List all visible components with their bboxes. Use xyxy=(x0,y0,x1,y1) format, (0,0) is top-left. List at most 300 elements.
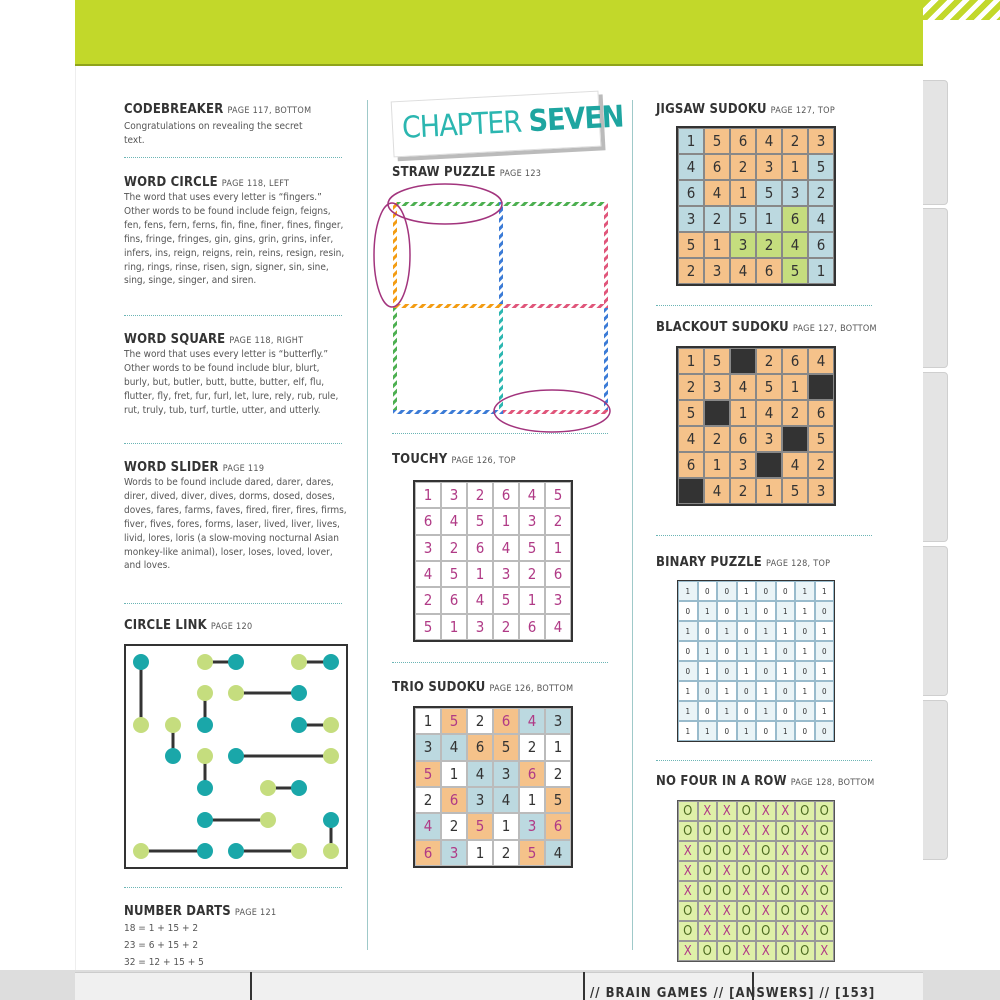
word-square-text: The word that uses every letter is “butterfly.” Other words to be found include blur, blurt, burly, but, butler, butt, butte, butter, elf, flu, flutter, fly, fret, fur, furl, let, lure, rely, rub, rule, rut, truly, tub, turf, turtle, utter, and utterly. xyxy=(124,349,339,416)
trio-cell: 1 xyxy=(545,734,571,760)
top-color-band xyxy=(75,0,923,66)
word-circle-text: The word that uses every letter is “fingers.” Other words to be found include feign, feigns, fen, fens, fern, ferns, fin, fine, finer, fines, finger, fins, fringe, fringes, gin, gins, grin, grins, infer, infers, ins, reign, reigns, rein, reins, resign, resin, ring, rings, rinse, risen, sign, signer, sin, sine, sing, singe, singer, and siren. xyxy=(124,192,345,287)
binary-cell: 0 xyxy=(776,581,796,601)
no-four-cell: X xyxy=(678,861,698,881)
binary-cell: 0 xyxy=(717,721,737,741)
no-four-cell: O xyxy=(698,861,718,881)
no-four-cell: X xyxy=(737,941,757,961)
touchy-cell: 1 xyxy=(519,587,545,613)
blackout-cell: 1 xyxy=(756,478,782,504)
trio-sudoku-title: TRIO SUDOKU PAGE 126, BOTTOM xyxy=(392,680,574,695)
blackout-cell: 5 xyxy=(808,426,834,452)
no-four-cell: X xyxy=(756,821,776,841)
column-divider xyxy=(632,100,633,950)
touchy-cell: 3 xyxy=(441,482,467,508)
jigsaw-cell: 5 xyxy=(704,128,730,154)
no-four-cell: O xyxy=(678,821,698,841)
word-square-title: WORD SQUARE PAGE 118, RIGHT xyxy=(124,332,304,347)
trio-cell: 2 xyxy=(441,813,467,839)
no-four-cell: O xyxy=(698,941,718,961)
no-four-cell: X xyxy=(776,921,796,941)
no-four-cell: O xyxy=(776,901,796,921)
binary-cell: 0 xyxy=(815,641,835,661)
jigsaw-cell: 4 xyxy=(756,128,782,154)
binary-cell: 0 xyxy=(795,621,815,641)
touchy-cell: 2 xyxy=(493,614,519,640)
touchy-cell: 6 xyxy=(545,561,571,587)
no-four-cell: O xyxy=(737,861,757,881)
touchy-cell: 3 xyxy=(545,587,571,613)
touchy-cell: 3 xyxy=(467,614,493,640)
no-four-cell: X xyxy=(678,881,698,901)
jigsaw-sudoku-grid xyxy=(676,126,836,286)
binary-cell: 1 xyxy=(717,681,737,701)
trio-cell: 2 xyxy=(519,734,545,760)
trio-cell: 2 xyxy=(545,761,571,787)
no-four-cell: X xyxy=(717,801,737,821)
trio-cell: 2 xyxy=(415,787,441,813)
jigsaw-cell: 3 xyxy=(678,206,704,232)
blackout-cell: 4 xyxy=(730,374,756,400)
binary-cell: 0 xyxy=(815,601,835,621)
touchy-cell: 6 xyxy=(415,508,441,534)
trio-cell: 1 xyxy=(493,813,519,839)
no-four-cell: O xyxy=(815,821,835,841)
trio-cell: 4 xyxy=(519,708,545,734)
no-four-cell: O xyxy=(698,841,718,861)
blackout-cell: 4 xyxy=(808,348,834,374)
trio-cell: 6 xyxy=(545,813,571,839)
jigsaw-cell: 5 xyxy=(782,258,808,284)
binary-cell: 1 xyxy=(737,721,757,741)
no-four-cell: O xyxy=(815,841,835,861)
no-four-cell: O xyxy=(717,881,737,901)
jigsaw-cell: 4 xyxy=(730,258,756,284)
blackout-cell: 2 xyxy=(678,374,704,400)
no-four-cell: O xyxy=(795,861,815,881)
trio-cell: 4 xyxy=(467,761,493,787)
blackout-cell: 1 xyxy=(730,400,756,426)
trio-cell: 5 xyxy=(441,708,467,734)
no-four-cell: X xyxy=(737,841,757,861)
touchy-cell: 5 xyxy=(545,482,571,508)
touchy-cell: 5 xyxy=(467,508,493,534)
jigsaw-cell: 1 xyxy=(808,258,834,284)
jigsaw-cell: 3 xyxy=(704,258,730,284)
touchy-cell: 4 xyxy=(519,482,545,508)
touchy-cell: 2 xyxy=(467,482,493,508)
no-four-cell: X xyxy=(737,881,757,901)
touchy-cell: 4 xyxy=(441,508,467,534)
binary-cell: 0 xyxy=(717,661,737,681)
no-four-cell: X xyxy=(776,841,796,861)
jigsaw-cell: 5 xyxy=(678,232,704,258)
number-darts-title: NUMBER DARTS PAGE 121 xyxy=(124,904,277,919)
binary-cell: 1 xyxy=(698,721,718,741)
straw-puzzle-title: STRAW PUZZLE PAGE 123 xyxy=(392,165,542,180)
binary-cell: 1 xyxy=(815,581,835,601)
binary-cell: 0 xyxy=(717,581,737,601)
blackout-cell: 2 xyxy=(704,426,730,452)
no-four-cell: O xyxy=(756,861,776,881)
touchy-grid xyxy=(413,480,573,642)
binary-cell: 1 xyxy=(678,621,698,641)
no-four-cell: X xyxy=(698,801,718,821)
no-four-cell: X xyxy=(795,821,815,841)
no-four-cell: X xyxy=(815,901,835,921)
trio-cell: 6 xyxy=(441,787,467,813)
no-four-cell: O xyxy=(678,921,698,941)
binary-cell: 1 xyxy=(776,721,796,741)
touchy-cell: 1 xyxy=(493,508,519,534)
trio-cell: 4 xyxy=(441,734,467,760)
touchy-cell: 1 xyxy=(415,482,441,508)
codebreaker-title: CODEBREAKER PAGE 117, BOTTOM xyxy=(124,102,312,117)
jigsaw-cell: 4 xyxy=(678,154,704,180)
binary-cell: 1 xyxy=(795,641,815,661)
jigsaw-cell: 6 xyxy=(704,154,730,180)
jigsaw-cell: 4 xyxy=(808,206,834,232)
jigsaw-cell: 3 xyxy=(756,154,782,180)
binary-cell: 1 xyxy=(678,581,698,601)
binary-cell: 0 xyxy=(815,681,835,701)
blackout-cell: 5 xyxy=(704,348,730,374)
jigsaw-cell: 2 xyxy=(730,154,756,180)
binary-cell: 0 xyxy=(698,581,718,601)
no-four-cell: O xyxy=(717,941,737,961)
binary-cell: 1 xyxy=(776,601,796,621)
touchy-cell: 6 xyxy=(441,587,467,613)
no-four-cell: X xyxy=(815,861,835,881)
binary-cell: 0 xyxy=(717,601,737,621)
binary-cell: 1 xyxy=(698,601,718,621)
trio-cell: 3 xyxy=(519,813,545,839)
blackout-cell: 2 xyxy=(756,348,782,374)
binary-cell: 1 xyxy=(678,681,698,701)
jigsaw-cell: 1 xyxy=(678,128,704,154)
trio-cell: 5 xyxy=(519,840,545,866)
blackout-cell xyxy=(678,478,704,504)
jigsaw-cell: 3 xyxy=(782,180,808,206)
jigsaw-cell: 6 xyxy=(756,258,782,284)
binary-cell: 0 xyxy=(756,661,776,681)
no-four-cell: O xyxy=(717,841,737,861)
binary-cell: 1 xyxy=(776,661,796,681)
no-four-title: NO FOUR IN A ROW PAGE 128, BOTTOM xyxy=(656,774,875,789)
binary-cell: 1 xyxy=(737,601,757,621)
blackout-cell: 1 xyxy=(704,452,730,478)
blackout-cell: 6 xyxy=(782,348,808,374)
touchy-cell: 1 xyxy=(441,614,467,640)
trio-cell: 3 xyxy=(415,734,441,760)
no-four-cell: O xyxy=(815,881,835,901)
jigsaw-cell: 6 xyxy=(730,128,756,154)
jigsaw-cell: 2 xyxy=(756,232,782,258)
jigsaw-cell: 6 xyxy=(678,180,704,206)
circle-link-title: CIRCLE LINK PAGE 120 xyxy=(124,618,253,633)
blackout-cell: 3 xyxy=(704,374,730,400)
binary-puzzle-title: BINARY PUZZLE PAGE 128, TOP xyxy=(656,555,831,570)
jigsaw-cell: 1 xyxy=(756,206,782,232)
no-four-cell: X xyxy=(737,821,757,841)
blackout-cell xyxy=(704,400,730,426)
number-darts-lines: 18 = 1 + 15 + 2 23 = 6 + 15 + 2 32 = 12 + 15 + 5 xyxy=(124,923,204,968)
no-four-cell: X xyxy=(795,921,815,941)
jigsaw-cell: 3 xyxy=(730,232,756,258)
no-four-cell: X xyxy=(698,921,718,941)
no-four-cell: O xyxy=(776,941,796,961)
blackout-cell xyxy=(756,452,782,478)
no-four-cell: O xyxy=(737,901,757,921)
no-four-cell: X xyxy=(717,921,737,941)
trio-cell: 2 xyxy=(493,840,519,866)
jigsaw-cell: 6 xyxy=(782,206,808,232)
trio-cell: 4 xyxy=(545,840,571,866)
binary-cell: 1 xyxy=(737,641,757,661)
binary-cell: 0 xyxy=(737,621,757,641)
no-four-cell: X xyxy=(678,841,698,861)
binary-cell: 1 xyxy=(698,661,718,681)
trio-cell: 6 xyxy=(519,761,545,787)
no-four-cell: X xyxy=(756,881,776,901)
trio-sudoku-grid xyxy=(413,706,573,868)
binary-cell: 0 xyxy=(678,641,698,661)
trio-cell: 3 xyxy=(467,787,493,813)
binary-cell: 1 xyxy=(756,701,776,721)
binary-cell: 1 xyxy=(756,621,776,641)
trio-cell: 1 xyxy=(467,840,493,866)
touchy-cell: 4 xyxy=(493,535,519,561)
touchy-cell: 3 xyxy=(519,508,545,534)
no-four-cell: O xyxy=(756,921,776,941)
blackout-cell xyxy=(782,426,808,452)
jigsaw-cell: 4 xyxy=(704,180,730,206)
blackout-cell: 1 xyxy=(782,374,808,400)
blackout-cell: 2 xyxy=(808,452,834,478)
no-four-cell: O xyxy=(815,921,835,941)
trio-cell: 1 xyxy=(519,787,545,813)
no-four-cell: O xyxy=(678,901,698,921)
no-four-cell: O xyxy=(795,801,815,821)
blackout-sudoku-grid xyxy=(676,346,836,506)
no-four-cell: O xyxy=(698,881,718,901)
no-four-cell: O xyxy=(795,941,815,961)
word-slider-title: WORD SLIDER PAGE 119 xyxy=(124,460,265,475)
binary-cell: 0 xyxy=(815,721,835,741)
blackout-cell: 2 xyxy=(730,478,756,504)
blackout-sudoku-title: BLACKOUT SUDOKU PAGE 127, BOTTOM xyxy=(656,320,877,335)
no-four-cell: O xyxy=(737,801,757,821)
binary-cell: 0 xyxy=(698,621,718,641)
circle-link-board xyxy=(124,644,348,869)
touchy-cell: 2 xyxy=(415,587,441,613)
touchy-cell: 5 xyxy=(493,587,519,613)
touchy-cell: 6 xyxy=(493,482,519,508)
no-four-cell: O xyxy=(717,821,737,841)
touchy-cell: 4 xyxy=(467,587,493,613)
blackout-cell xyxy=(808,374,834,400)
blackout-cell: 5 xyxy=(678,400,704,426)
jigsaw-cell: 1 xyxy=(782,154,808,180)
binary-cell: 1 xyxy=(756,681,776,701)
no-four-cell: X xyxy=(795,881,815,901)
no-four-cell: X xyxy=(756,901,776,921)
binary-cell: 0 xyxy=(737,681,757,701)
binary-cell: 0 xyxy=(795,721,815,741)
binary-cell: 0 xyxy=(795,661,815,681)
no-four-cell: O xyxy=(737,921,757,941)
no-four-cell: X xyxy=(717,861,737,881)
trio-cell: 5 xyxy=(545,787,571,813)
no-four-cell: O xyxy=(678,801,698,821)
jigsaw-cell: 5 xyxy=(756,180,782,206)
jigsaw-cell: 1 xyxy=(730,180,756,206)
binary-cell: 1 xyxy=(678,701,698,721)
binary-cell: 1 xyxy=(717,621,737,641)
binary-cell: 1 xyxy=(717,701,737,721)
jigsaw-cell: 2 xyxy=(782,128,808,154)
jigsaw-sudoku-title: JIGSAW SUDOKU PAGE 127, TOP xyxy=(656,102,836,117)
binary-cell: 1 xyxy=(737,661,757,681)
trio-cell: 3 xyxy=(441,840,467,866)
blackout-cell: 5 xyxy=(782,478,808,504)
trio-cell: 4 xyxy=(415,813,441,839)
no-four-cell: X xyxy=(756,801,776,821)
binary-cell: 1 xyxy=(737,581,757,601)
blackout-cell: 1 xyxy=(678,348,704,374)
binary-cell: 1 xyxy=(776,621,796,641)
binary-cell: 0 xyxy=(698,681,718,701)
binary-cell: 1 xyxy=(795,601,815,621)
blackout-cell: 3 xyxy=(808,478,834,504)
binary-cell: 0 xyxy=(776,701,796,721)
binary-cell: 1 xyxy=(815,661,835,681)
blackout-cell: 3 xyxy=(756,426,782,452)
trio-cell: 5 xyxy=(415,761,441,787)
touchy-title: TOUCHY PAGE 126, TOP xyxy=(392,452,516,467)
touchy-cell: 6 xyxy=(519,614,545,640)
binary-cell: 0 xyxy=(756,721,776,741)
blackout-cell: 2 xyxy=(782,400,808,426)
jigsaw-cell: 1 xyxy=(704,232,730,258)
binary-cell: 1 xyxy=(795,581,815,601)
no-four-cell: O xyxy=(776,821,796,841)
touchy-cell: 2 xyxy=(519,561,545,587)
touchy-cell: 3 xyxy=(493,561,519,587)
touchy-cell: 5 xyxy=(415,614,441,640)
touchy-cell: 2 xyxy=(545,508,571,534)
trio-cell: 3 xyxy=(545,708,571,734)
no-four-cell: X xyxy=(815,941,835,961)
blackout-cell: 4 xyxy=(756,400,782,426)
no-four-cell: X xyxy=(698,901,718,921)
blackout-cell: 4 xyxy=(704,478,730,504)
no-four-cell: X xyxy=(795,841,815,861)
touchy-cell: 1 xyxy=(467,561,493,587)
trio-cell: 3 xyxy=(493,761,519,787)
touchy-cell: 4 xyxy=(545,614,571,640)
no-four-cell: O xyxy=(815,801,835,821)
binary-cell: 1 xyxy=(698,641,718,661)
touchy-cell: 2 xyxy=(441,535,467,561)
no-four-cell: X xyxy=(717,901,737,921)
jigsaw-cell: 5 xyxy=(808,154,834,180)
running-footer: // BRAIN GAMES // [ANSWERS] // [153] xyxy=(590,986,876,1000)
jigsaw-cell: 6 xyxy=(808,232,834,258)
blackout-cell: 4 xyxy=(782,452,808,478)
touchy-cell: 5 xyxy=(441,561,467,587)
blackout-cell: 6 xyxy=(730,426,756,452)
trio-cell: 5 xyxy=(493,734,519,760)
binary-cell: 0 xyxy=(756,581,776,601)
trio-cell: 1 xyxy=(441,761,467,787)
binary-cell: 0 xyxy=(717,641,737,661)
word-circle-title: WORD CIRCLE PAGE 118, LEFT xyxy=(124,175,290,190)
trio-cell: 4 xyxy=(493,787,519,813)
trio-cell: 2 xyxy=(467,708,493,734)
jigsaw-cell: 2 xyxy=(678,258,704,284)
no-four-cell: O xyxy=(756,841,776,861)
no-four-cell: X xyxy=(678,941,698,961)
blackout-cell: 6 xyxy=(678,452,704,478)
jigsaw-cell: 2 xyxy=(704,206,730,232)
codebreaker-text: Congratulations on revealing the secret text. xyxy=(124,121,303,146)
top-stripe xyxy=(923,0,1000,20)
no-four-grid xyxy=(677,800,835,962)
trio-cell: 6 xyxy=(493,708,519,734)
blackout-cell: 4 xyxy=(678,426,704,452)
word-slider-text: Words to be found include dared, darer, dares, direr, dived, diver, dives, dorms, dosed, doses, doves, fares, farms, faves, fired, firer, fires, firms, fiver, fives, fores, forms, laser, lived, liver, lives, livid, lores, loris (a slow-moving nocturnal Asian monkey-like animal), loser, loses, loved, lover, and loves. xyxy=(124,477,347,572)
chapter-heading: CHAPTER SEVEN xyxy=(391,91,602,158)
straw-puzzle-board xyxy=(368,180,618,438)
binary-cell: 1 xyxy=(815,701,835,721)
binary-cell: 0 xyxy=(756,601,776,621)
binary-cell: 0 xyxy=(698,701,718,721)
jigsaw-cell: 2 xyxy=(808,180,834,206)
binary-cell: 0 xyxy=(776,641,796,661)
touchy-cell: 4 xyxy=(415,561,441,587)
blackout-cell: 6 xyxy=(808,400,834,426)
binary-cell: 1 xyxy=(795,681,815,701)
binary-cell: 0 xyxy=(737,701,757,721)
binary-cell: 0 xyxy=(678,601,698,621)
binary-puzzle-grid xyxy=(677,580,835,742)
binary-cell: 0 xyxy=(795,701,815,721)
no-four-cell: O xyxy=(776,881,796,901)
jigsaw-cell: 3 xyxy=(808,128,834,154)
binary-cell: 0 xyxy=(776,681,796,701)
trio-cell: 1 xyxy=(415,708,441,734)
touchy-cell: 3 xyxy=(415,535,441,561)
binary-cell: 1 xyxy=(815,621,835,641)
jigsaw-cell: 4 xyxy=(782,232,808,258)
blackout-cell: 5 xyxy=(756,374,782,400)
jigsaw-cell: 5 xyxy=(730,206,756,232)
touchy-cell: 6 xyxy=(467,535,493,561)
no-four-cell: O xyxy=(795,901,815,921)
blackout-cell xyxy=(730,348,756,374)
trio-cell: 5 xyxy=(467,813,493,839)
no-four-cell: X xyxy=(756,941,776,961)
trio-cell: 6 xyxy=(415,840,441,866)
no-four-cell: X xyxy=(776,861,796,881)
binary-cell: 0 xyxy=(678,661,698,681)
touchy-cell: 1 xyxy=(545,535,571,561)
blackout-cell: 3 xyxy=(730,452,756,478)
no-four-cell: X xyxy=(776,801,796,821)
binary-cell: 1 xyxy=(756,641,776,661)
no-four-cell: O xyxy=(698,821,718,841)
